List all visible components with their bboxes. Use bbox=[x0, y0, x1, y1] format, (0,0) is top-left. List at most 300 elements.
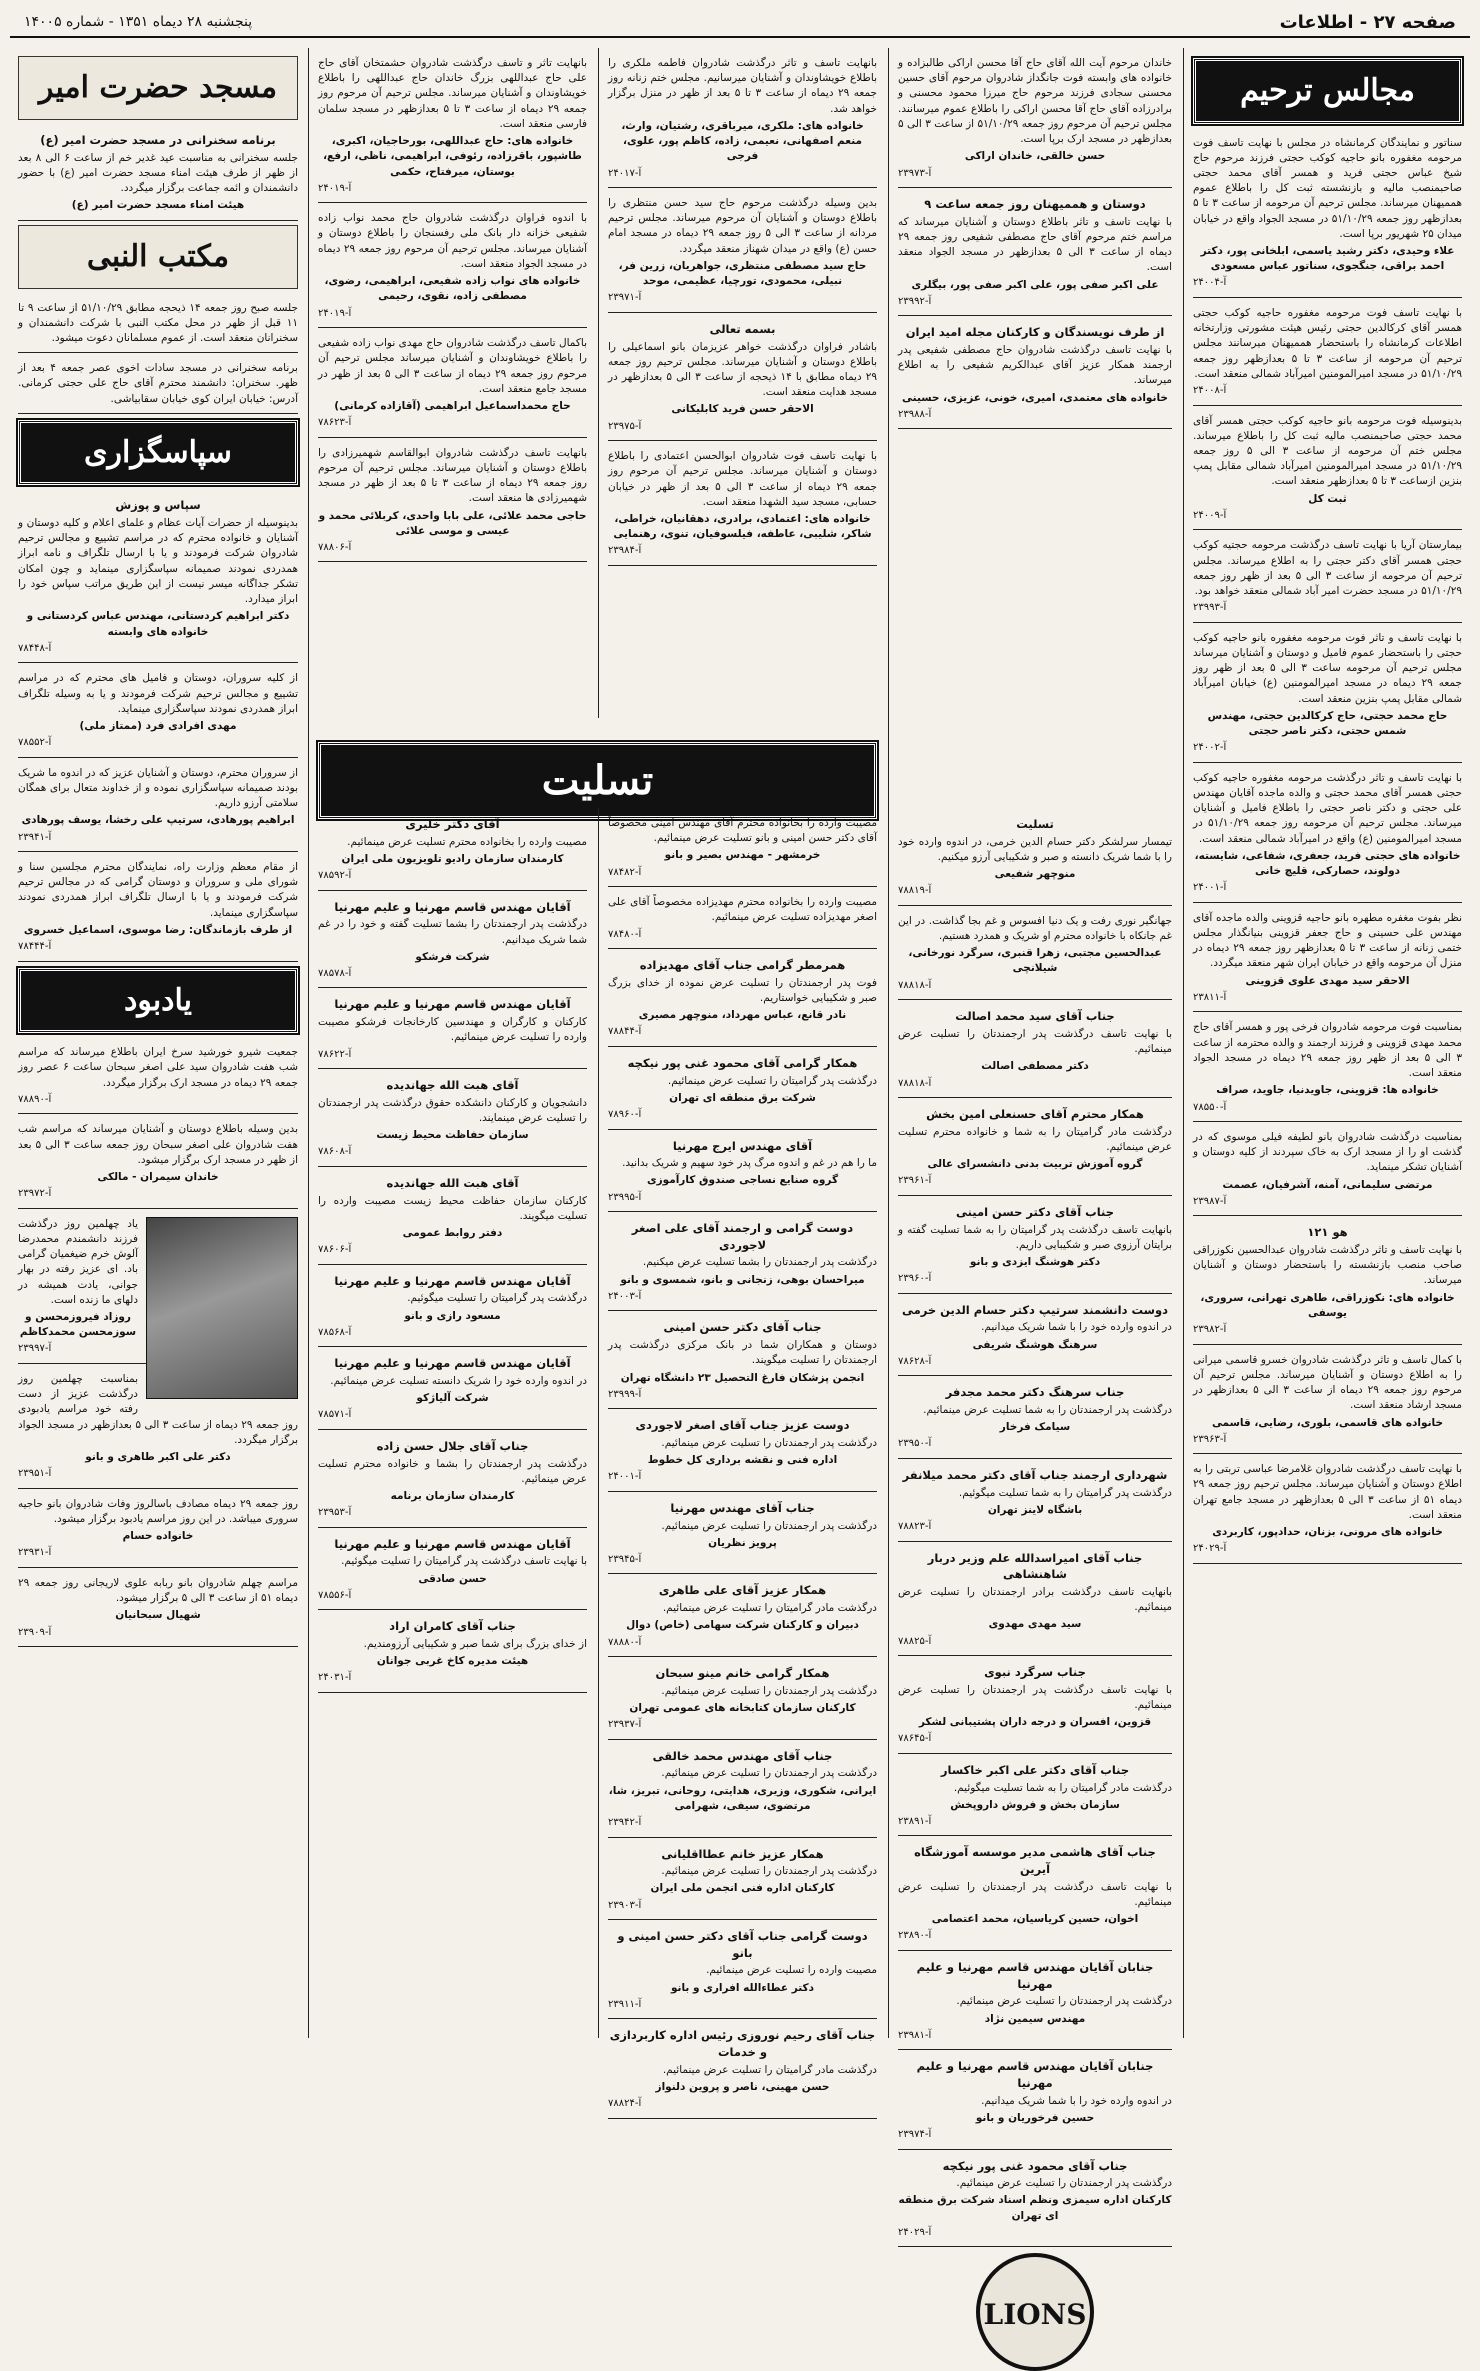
notice-code: آ-۲۳۹۴۵ bbox=[608, 1553, 642, 1565]
notice-body: درگذشت پدر گرامیتان را تسلیت میگوئیم. bbox=[407, 1292, 587, 1305]
notice-body: باکمال تاسف درگذشت شادروان حاج مهدی نواب زاده شفیعی را باطلاع خویشاوندان و آشنایان میرساند مجلس ترحیم آن مرحوم روز جمعه ۲۹ دیماه از ساعت ۳ الی ۵ بعد از ظهر در مسجد جامع منعقد است. bbox=[318, 337, 588, 395]
notice-code: آ-۲۳۹۹۳ bbox=[1193, 602, 1227, 614]
notice-signature: خانواده های: اعتمادی، برادری، دهقانیان، خراطی، شاکر، شلیبی، عاطفه، فیلسوفیان، تنوی، رهنمایی bbox=[613, 512, 872, 541]
notice bbox=[318, 207, 587, 328]
notice-title: دوست گرامی جناب آقای دکتر حسن امینی و بانو bbox=[617, 1929, 868, 1960]
notice-body: مراسم چهلم شادروان بانو ربابه علوی لاریجانی روز جمعه ۲۹ دیماه ۵۱ از ساعت ۳ الی ۵ برگزار میشود. bbox=[18, 1576, 298, 1605]
notice bbox=[898, 1004, 1172, 1098]
notice bbox=[1193, 132, 1462, 298]
notice-title: جناب سرگرد نبوی bbox=[984, 1665, 1086, 1680]
notice-signature: حسین فرخوریان و بانو bbox=[975, 2111, 1095, 2124]
notice bbox=[318, 332, 587, 438]
notice-title: دوستان و هممیهنان روز جمعه ساعت ۹ bbox=[924, 197, 1146, 212]
notice-signature: خانواده های: ملکری، میرباقری، رشتیان، وارث، منعم اصفهانی، نعیمی، زاده، کاظم پور، علوی، فرجی bbox=[621, 119, 864, 163]
notice bbox=[18, 297, 298, 354]
notice-body: بمناسبت درگذشت شادروان بانو لطیفه فیلی موسوی که در گذشت او را از مسجد ارک به خاک سپردند از کلیه دوستان و آشنایان تشکر مینماید. bbox=[1193, 1131, 1462, 1174]
notice bbox=[1193, 627, 1462, 763]
notice bbox=[608, 1413, 877, 1492]
notice-title: جناب آقای مهندس مهرنیا bbox=[670, 1500, 815, 1515]
notice bbox=[318, 1434, 587, 1528]
notice-code: آ-۷۸۴۴۴ bbox=[18, 941, 52, 953]
notice bbox=[1193, 1349, 1462, 1455]
column-4 bbox=[310, 48, 595, 718]
notice-signature: مهدی افرادی فرد (ممتاز ملی) bbox=[79, 719, 237, 732]
notice-title: دوست دانشمند سرتیپ دکتر حسام الدین خرمی bbox=[901, 1302, 1169, 1317]
notice-signature: خاندان سیمران - مالکی bbox=[97, 1170, 219, 1183]
notice-signature: دفتر روابط عمومی bbox=[402, 1226, 503, 1239]
column-rule bbox=[1183, 48, 1184, 2038]
notice bbox=[898, 2054, 1172, 2149]
notice-body: از سروران محترم، دوستان و آشنایان عزیز که در اندوه ما شریک بودند صمیمانه سپاسگزاری نموده و از خداوند متعال برای همگان سلامتی آرزو داریم. bbox=[18, 766, 298, 810]
notice bbox=[18, 856, 298, 962]
column-5 bbox=[10, 48, 306, 2038]
notice bbox=[608, 1496, 877, 1575]
notice-signature: کارمندان سازمان برنامه bbox=[390, 1490, 515, 1503]
notice-code: آ-۲۳۹۹۷ bbox=[18, 1343, 52, 1355]
notice bbox=[608, 1315, 877, 1409]
notice bbox=[1193, 1220, 1462, 1344]
notice-title: دوست عزیز جناب آقای اصغر لاجوردی bbox=[635, 1418, 850, 1433]
banner-tasliyat: تسلیت bbox=[318, 742, 877, 819]
notice bbox=[318, 1171, 587, 1265]
notice-code: آ-۲۴۰۰۹ bbox=[1193, 509, 1227, 521]
notice bbox=[18, 1493, 298, 1568]
notice bbox=[608, 317, 877, 441]
notice-code: آ-۲۳۹۳۷ bbox=[608, 1719, 642, 1731]
notice-signature: سرهنگ هوشنگ شریفی bbox=[972, 1338, 1098, 1351]
dateline: پنجشنبه ۲۸ دیماه ۱۳۵۱ - شماره ۱۴۰۰۵ bbox=[24, 14, 253, 30]
notice-title: همکار عزیز خانم عطااقلیانی bbox=[661, 1846, 824, 1861]
notice bbox=[1193, 534, 1462, 622]
notice-body: جلسه سخنرانی به مناسبت عید غدیر خم از ساعت ۶ الی ۸ بعد از ظهر از طرف هیئت امناء مسجد حضرت امیر (ع) با حضور دانشمندان و ائمه جماعت برگزار میگردد. bbox=[18, 151, 299, 195]
notice-code: آ-۲۳۹۸۸ bbox=[898, 408, 932, 420]
notice-code: آ-۷۸۴۴۸ bbox=[18, 642, 52, 654]
amir-mosque-calligraphy: مسجد حضرت امیر bbox=[18, 56, 298, 120]
notice bbox=[18, 1041, 298, 1114]
notice-body: درگذشت مادر گرامیتان را تسلیت عرض مینمائیم. bbox=[662, 1602, 877, 1615]
notice-code: آ-۲۳۹۸۴ bbox=[608, 545, 642, 557]
notice-signature: خرمشهر - مهندس بصیر و بانو bbox=[664, 849, 821, 862]
notice-signature: مهندس سیمین نژاد bbox=[984, 2012, 1086, 2025]
notice-body: از کلیه سروران، دوستان و فامیل های محترم که در مراسم تشییع و مجالس ترحیم شرکت فرمودند و یا به وسیله تلگراف ابراز همدردی نمودند سپاسگزاری مینماید. bbox=[18, 672, 298, 715]
notice-signature: الاحقر سید مهدی علوی قزوینی bbox=[1245, 974, 1410, 987]
notice-code: آ-۷۸۶۲۳ bbox=[318, 417, 352, 429]
notice-signature: سازمان بخش و فروش داروپخش bbox=[950, 1798, 1120, 1811]
notice bbox=[1193, 302, 1462, 406]
notice-signature: منوچهر شفیعی bbox=[994, 868, 1076, 881]
notice-code: آ-۷۸۵۷۸ bbox=[318, 967, 352, 979]
notice-signature: حاج محمداسماعیل ابراهیمی (آقازاده کرمانی) bbox=[334, 399, 571, 412]
notice-title: سپاس و پوزش bbox=[115, 498, 201, 513]
notice-signature: شرکت برق منطقه ای تهران bbox=[669, 1091, 816, 1104]
notice-body: از خدای بزرگ برای شما صبر و شکیبایی آرزومندیم. bbox=[363, 1638, 587, 1651]
notice-signature: دبیران و کارکنان شرکت سهامی (خاص) دوال bbox=[626, 1619, 859, 1632]
notice-title: جناب سرهنگ دکتر محمد مجدفر bbox=[945, 1385, 1125, 1400]
notice-signature: خانواده های معتمدی، امیری، خونی، عزیزی، حسینی bbox=[902, 391, 1168, 404]
notice-signature: علی اکبر صفی پور، علی اکبر صفی پور، بیگلری bbox=[911, 278, 1159, 291]
notice-body: کارکنان سازمان حفاظت محیط زیست مصیبت وارده را تسلیت میگویند. bbox=[318, 1194, 587, 1222]
notice bbox=[18, 1118, 298, 1208]
notice-title: تسلیت bbox=[1016, 817, 1054, 831]
notice bbox=[898, 1200, 1172, 1294]
notice-title: شهرداری ارجمند جناب آقای دکتر محمد میلانفر bbox=[902, 1467, 1168, 1482]
notice bbox=[18, 762, 298, 852]
notice-signature: شرکت آلیاژکو bbox=[416, 1392, 489, 1405]
notice-body: درگذشت پدر ارجمندتان را تسلیت عرض مینمائیم. bbox=[661, 1865, 877, 1878]
notice-code: آ-۷۸۵۶۸ bbox=[318, 1326, 352, 1338]
notice-body: کارکنان و کارگران و مهندسین کارخانجات فرشکو مصیبت وارده را تسلیت عرض مینمائیم. bbox=[318, 1016, 587, 1044]
notice-code: آ-۷۸۴۸۲ bbox=[608, 866, 642, 878]
notice bbox=[318, 1073, 587, 1167]
notice-code: آ-۲۳۹۸۱ bbox=[898, 2029, 932, 2041]
notice bbox=[608, 192, 877, 313]
notice-signature: گروه صنایع نساجی صندوق کارآموزی bbox=[646, 1174, 839, 1187]
notice bbox=[608, 1578, 877, 1657]
notice bbox=[608, 445, 877, 566]
notice bbox=[318, 1351, 587, 1430]
notice-body: جلسه صبح روز جمعه ۱۴ ذیحجه مطابق ۵۱/۱۰/۲۹ از ساعت ۹ تا ۱۱ قبل از ظهر در محل مکتب النبی با شرکت دانشمندان و سخنرانان منعقد است. از عموم مسلمانان دعوت میشود. bbox=[18, 301, 298, 344]
notice-code: آ-۲۴۰۱۷ bbox=[608, 167, 642, 179]
notice-body: برنامه سخنرانی در مسجد سادات اخوی عصر جمعه ۴ بعد از ظهر. سخنران: دانشمند محترم آقای حاج علی حجتی کرمانی. آدرس: خیابان ایران کوی خیابان سقابیاشی. bbox=[18, 362, 298, 405]
notice-body: جهانگیر نوری رفت و یک دنیا افسوس و غم بجا گذاشت. در این غم جانکاه با خانواده محترم او شریک و همدرد هستیم. bbox=[898, 914, 1172, 943]
notice-signature: خانواده های قاسمی، بلوری، رضایی، قاسمی bbox=[1211, 1416, 1444, 1429]
notice-signature: دکتر مصطفی اصالت bbox=[981, 1060, 1089, 1073]
notice-code: آ-۲۴۰۰۲ bbox=[1193, 742, 1227, 754]
notice-code: آ-۲۳۸۱۱ bbox=[1193, 991, 1227, 1003]
notice-signature: دکتر علی اکبر طاهری و بانو bbox=[85, 1451, 231, 1463]
notice bbox=[18, 128, 298, 221]
notice-code: آ-۲۴۰۳۱ bbox=[318, 1672, 352, 1684]
notice-body: بمناسبت فوت مرحومه شادروان فرخی پور و همسر آقای حاج محمد مهدی قزوینی و فرزند ارجمند و والده محترمه از ساعت ۳ الی ۵ بعد از ظهر روز جمعه ۲۹ دیماه در مسجد الجواد منعقد است. bbox=[1193, 1021, 1462, 1080]
notice-body: بانهایت تاثر و تاسف درگذشت شادروان حشمتخان آقای حاج علی حاج عبداللهی بزرگ خاندان حاج عبداللهی را باطلاع خویشاوندان و آشنایان میرساند. مجلس ترحیم آن مرحوم روز جمعه ۲۹ دیماه از ساعت ۳ تا ۵ بعدازظهر در مسجد سلمان فارسی منعقد است. bbox=[318, 57, 588, 130]
notice-code: آ-۲۳۹۵۱ bbox=[18, 1468, 52, 1480]
notice-code: آ-۲۳۸۹۱ bbox=[898, 1815, 932, 1827]
notice-code: آ-۲۳۹۳۱ bbox=[18, 1547, 52, 1559]
notice-signature: باشگاه لاینز تهران bbox=[987, 1503, 1083, 1516]
notice-code: آ-۲۳۹۸۷ bbox=[1193, 1195, 1227, 1207]
notice-code: آ-۲۴۰۰۳ bbox=[608, 1290, 642, 1302]
maktab-calligraphy: مکتب النبی bbox=[18, 225, 298, 289]
notice-signature: از طرف بازماندگان: رضا موسوی، اسماعیل خسروی bbox=[23, 923, 293, 936]
notice-signature: دکتر عطاءالله افراری و بانو bbox=[670, 1981, 815, 1994]
notice-body: بدین وسیله باطلاع دوستان و آشنایان میرساند که مراسم شب هفت شادروان علی اصغر سبحان روز جمعه ساعت ۳ الی ۵ بعد از ظهر در مسجد ارک برگزار میشود. bbox=[18, 1123, 298, 1166]
notice-code: آ-۲۴۰۰۸ bbox=[1193, 385, 1227, 397]
notice-code: آ-۷۸۵۵۶ bbox=[318, 1589, 352, 1601]
notice bbox=[318, 1269, 587, 1348]
notice-signature: حسن صادقی bbox=[418, 1572, 487, 1585]
notice-title: جنابان آقایان مهندس قاسم مهرنیا و علیم مهرنیا bbox=[916, 2059, 1154, 2090]
notice-body: با اندوه فراوان درگذشت شادروان حاج محمد نواب زاده شفیعی خزانه دار بانک ملی رفسنجان را باطلاع دوستان و آشنایان میرساند. مجلس ترحیم آن مرحوم روز جمعه ۲۹ دیماه در مسجد الجواد منعقد است. bbox=[318, 212, 587, 270]
notice-title: همکار محترم آقای حسنعلی امین بخش bbox=[926, 1107, 1144, 1122]
notice-code: آ-۷۸۸۸۰ bbox=[608, 1636, 642, 1648]
notice bbox=[1193, 907, 1462, 1013]
notice bbox=[1193, 767, 1462, 903]
notice-code: آ-۲۳۹۷۲ bbox=[18, 1188, 52, 1200]
column-1 bbox=[1185, 48, 1470, 2038]
notice bbox=[318, 992, 587, 1069]
notice-body: جمعیت شیرو خورشید سرخ ایران باطلاع میرساند که مراسم شب هفت شادروان سید علی اصغر سبحان ساعت ۶ عصر روز جمعه ۲۹ دیماه در مسجد ارک برگزار میگردد. bbox=[18, 1046, 298, 1089]
notice-title: جناب آقای مهندس محمد خالقی bbox=[652, 1748, 833, 1763]
notice-body: درگذشت پدر ارجمندتان را تسلیت عرض مینمائیم. bbox=[661, 1684, 877, 1697]
banner-majales: مجالس ترحیم bbox=[1193, 58, 1462, 124]
notice-signature: هیئت امناء مسجد حضرت امیر (ع) bbox=[71, 199, 245, 212]
column-3 bbox=[600, 48, 885, 718]
notice-code: آ-۷۸۶۲۸ bbox=[898, 1355, 932, 1367]
notice-title: جناب آقای جلال حسن زاده bbox=[376, 1438, 529, 1453]
notice-code: آ-۲۳۹۵۰ bbox=[898, 1438, 932, 1450]
notice bbox=[608, 1051, 877, 1130]
column-rule bbox=[598, 808, 599, 2038]
notice-code: آ-۷۸۶۴۵ bbox=[898, 1733, 932, 1745]
notice-title: جناب آقای رحیم نوروزی رئیس اداره کاربردازی و خدمات bbox=[609, 2028, 876, 2060]
notice-title: آقای مهندس ایرج مهرنیا bbox=[672, 1138, 813, 1153]
notice bbox=[18, 667, 298, 757]
notice-title: از طرف نویسندگان و کارکنان مجله امید ایران bbox=[905, 325, 1165, 340]
notice-code: آ-۷۸۸۹۰ bbox=[18, 1093, 52, 1105]
notice-title: دوست گرامی و ارجمند آقای علی اصغر لاجوردی bbox=[631, 1221, 854, 1252]
notice bbox=[1193, 410, 1462, 531]
notice-code: آ-۷۸۵۵۰ bbox=[1193, 1101, 1227, 1113]
notice bbox=[318, 52, 587, 203]
notice-body: مصیبت وارده را تسلیت عرض مینمائیم. bbox=[706, 1964, 877, 1977]
notice-body: مصیبت وارده را بخانواده محترم آقای مهندس امینی مخصوصاً آقای دکتر حسن امینی و بانو تسلیت عرض مینمائیم. bbox=[608, 817, 877, 845]
notice-body: با نهایت تاسف درگذشت شادروان حاج مصطفی شفیعی پدر ارجمند همکار عزیز آقای عبدالکریم شفیعی را به اطلاع میرساند. bbox=[898, 343, 1172, 387]
notice-signature: خانواده های: حاج عبداللهی، بورحاجیان، اکبری، طاشپور، باقرزاده، رئوفی، ابراهیمی، ناظی، ارفع، بوستان، میرفتاح، حکمی bbox=[323, 135, 582, 178]
notice-body: نظر بفوت مغفره مطهره بانو حاجیه قزوینی والده ماجده آقای مهندس علی حسینی و حاج جعفر قزوینی بنیانگذار مجلس ختمی زنانه از ساعت ۳ تا ۵ بعدازظهر روز جمعه ۲۹ دیماه در منزل آن مرحومه واقع در خیابان ایران شهر منعقد میگردد. bbox=[1193, 911, 1463, 970]
notice-body: درگذشت پدر گرامیتان را تسلیت عرض مینمائیم. bbox=[667, 1074, 877, 1087]
notice-code: آ-۲۳۹۷۵ bbox=[608, 420, 642, 432]
banner-sepasgozari: سپاسگزاری bbox=[18, 420, 298, 486]
notice-signature: سازمان حفاظت محیط زیست bbox=[376, 1129, 529, 1142]
notice-code: آ-۷۸۵۹۲ bbox=[318, 870, 352, 882]
notice bbox=[608, 52, 877, 188]
notice-title: هو ۱۲۱ bbox=[1307, 1225, 1348, 1240]
notice-body: درگذشت پدر ارجمندتان را تسلیت عرض مینمائیم. bbox=[661, 1519, 877, 1532]
notice-signature: خانواده های مرونی، بزنان، حدادپور، کاربردی bbox=[1212, 1526, 1443, 1539]
notice-code: آ-۲۳۹۶۳ bbox=[1193, 1433, 1227, 1445]
notice-signature: پرویز نظریان bbox=[708, 1536, 777, 1549]
notice bbox=[18, 493, 298, 663]
notice-title: جناب آقای دکتر حسن امینی bbox=[663, 1320, 822, 1335]
notice-code: آ-۲۳۹۹۹ bbox=[608, 1388, 642, 1400]
notice-signature: اداره فنی و نقشه برداری کل خطوط bbox=[647, 1454, 838, 1467]
notice-code: آ-۲۳۹۴۲ bbox=[608, 1817, 642, 1829]
notice-code: آ-۲۴۰۲۹ bbox=[1193, 1543, 1227, 1555]
notice-signature: کارکنان اداره سیمزی ونظم اسناد شرکت برق منطقه ای تهران bbox=[898, 2194, 1172, 2222]
notice bbox=[898, 2154, 1172, 2248]
notice-body: با نهایت تاسف و تاثر درگذشت شادروان عبدالحسین نکوزراقی صاحب منصب بازنشسته را باستحضار دوستان و آشنایان میرساند. bbox=[1193, 1244, 1462, 1287]
notice-signature: کارکنان سازمان کتابخانه های عمومی تهران bbox=[629, 1701, 856, 1714]
notice-code: آ-۲۳۹۵۳ bbox=[318, 1507, 352, 1519]
notice-signature: دکتر ابراهیم کردستانی، مهندس عباس کردستانی و خانواده های وابسته bbox=[26, 610, 290, 638]
notice bbox=[1193, 1458, 1462, 1564]
notice-body: بیمارستان آریا با نهایت تاسف درگذشت مرحومه حجتیه کوکب حجتی همسر آقای دکتر حجتی را به اطلاع میرساند. مجلس ترحیم آن مرحومه از ساعت ۳ الی ۵ بعد از ظهر روز جمعه ۵۱/۱۰/۲۹ در مسجد حضرت امیر آباد شمالی منعقد خواهد بود. bbox=[1193, 539, 1462, 598]
notice bbox=[318, 895, 587, 989]
notice-signature: حسن خالقی، خاندان اراکی bbox=[964, 150, 1106, 163]
notice bbox=[898, 1463, 1172, 1542]
notice-body: درگذشت پدر ارجمندتان را تسلیت عرض مینمائیم. bbox=[661, 1436, 877, 1449]
notice-code: آ-۲۳۹۷۱ bbox=[608, 292, 642, 304]
notice-title: همرمطر گرامی جناب آقای مهدیزاده bbox=[639, 958, 846, 973]
notice-code: آ-۷۸۵۵۲ bbox=[18, 737, 52, 749]
notice-body: ما را هم در غم و اندوه مرگ پدر خود سهیم و شریک بدانید. bbox=[622, 1157, 877, 1170]
notice-signature: خانواده های حجتی فرید، جعفری، شفاعی، شایسته، دولوند، حصارکی، قلیچ خانی bbox=[1194, 849, 1461, 878]
notice-code: آ-۷۸۶۰۶ bbox=[318, 1244, 352, 1256]
notice bbox=[898, 812, 1172, 906]
notice-code: آ-۷۸۶۲۲ bbox=[318, 1048, 352, 1060]
notice bbox=[898, 910, 1172, 1000]
notice-signature: کارمندان سازمان رادیو تلویزیون ملی ایران bbox=[341, 852, 564, 865]
notice bbox=[608, 1216, 877, 1311]
notice-code: آ-۷۸۸۲۵ bbox=[898, 1635, 932, 1647]
notice-body: بدینوسیله فوت مرحومه بانو حاجیه کوکب حجتی همسر آقای محمد حجتی صاحبمنصب مالیه ثبت کل را باطلاع میرساند. مجلس ختم آن مرحومه از ساعت ۳ الی ۵ روز جمعه ۵۱/۱۰/۲۹ در مسجد امیرالمومنین امیرآباد شمالی مقابل پمپ بنزین ازساعت ۳ تا ۵ بعدازظهر منعقد است. bbox=[1193, 414, 1462, 488]
notice-title: جناب آقای دکتر حسن امینی bbox=[955, 1204, 1115, 1219]
notice-body: بانهایت تاسف درگذشت پدر گرامیتان را به شما تسلیت گفته و برایتان آرزوی صبر و شکیبایی داریم. bbox=[898, 1223, 1172, 1251]
notice-code: آ-۲۳۹۸۲ bbox=[1193, 1324, 1227, 1336]
notice-signature: علاء وحیدی، دکتر رشید یاسمی، ابلخانی پور، دکتر احمد براقی، جنگجوی، سناتور عباس مسعودی bbox=[1200, 245, 1455, 273]
notice bbox=[608, 1924, 877, 2019]
notice-code: آ-۲۳۹۴۱ bbox=[18, 831, 52, 843]
notice-signature: خانواده حسام bbox=[122, 1530, 194, 1543]
notice-signature: خانواده های: نکوزراقی، طاهری تهرانی، سروری، یوسفی bbox=[1200, 1291, 1455, 1319]
notice-body: بانهایت تاسف درگذشت برادر ارجمندتان را تسلیت عرض مینمائیم. bbox=[898, 1585, 1172, 1614]
notice bbox=[318, 442, 587, 563]
notice-code: آ-۷۸۵۷۱ bbox=[318, 1409, 352, 1421]
notice-title: بسمه تعالی bbox=[709, 321, 776, 336]
column-3-lower bbox=[600, 808, 885, 2110]
notice bbox=[18, 357, 298, 414]
notice-body: تیمسار سرلشکر دکتر حسام الدین خرمی، در اندوه وارده خود را با شما شریک دانسته و صبر و شکیبایی آرزو میکنیم. bbox=[898, 835, 1172, 863]
notice-code: آ-۲۴۰۰۱ bbox=[608, 1471, 642, 1483]
notice-code: آ-۷۸۸۲۴ bbox=[608, 2098, 642, 2110]
notice-body: با نهایت تاسف فوت مرحومه مغفوره حاجیه کوکب حجتی همسر آقای کرکالدین حجتی رئیس هیئت مشورتی وزارتخانه اطلاعات کرمانشاه را باستحضار هممیهنان میرسانند مجلس ترحیم آن مرحومه از ساعت ۳ تا ۵ بعدازظهر روز جمعه ۵۱/۱۰/۲۹ در مسجد امیرالمومنین امیرآباد شمالی منعقد است. bbox=[1193, 306, 1463, 380]
notice-signature: ایرانی، شکوری، وزیری، هدایتی، روحانی، تبریز، شا، مرتضوی، سیفی، شهرامی bbox=[608, 1784, 877, 1812]
notice-signature: میراحسان بوهی، زنجانی و بانو، شمسوی و بانو bbox=[620, 1273, 865, 1286]
notice-body: بانهایت تاسف و تاثر درگذشت شادروان فاطمه ملکری را باطلاع خویشاوندان و آشنایان میرسانیم. مجلس ختم زنانه روز جمعه ۲۹ دیماه از ساعت ۳ تا ۵ بعد از ظهر در منزل برگزار خواهد شد. bbox=[608, 57, 878, 115]
notice-code: آ-۲۳۹۹۵ bbox=[608, 1191, 642, 1203]
newspaper-page bbox=[10, 8, 1470, 2332]
notice-signature: قزوین، افسران و درجه داران پشتیبانی لشکر bbox=[918, 1716, 1152, 1729]
notice-body: درگذشت مادر گرامیتان را به شما تسلیت میگوئیم. bbox=[953, 1781, 1172, 1794]
notice-body: درگذشت پدر ارجمندتان را تسلیت عرض مینمائیم. bbox=[661, 1767, 877, 1780]
notice bbox=[898, 1660, 1172, 1754]
notice-body: سناتور و نمایندگان کرمانشاه در مجلس با نهایت تاسف فوت مرحومه مغفوره بانو حاجیه کوکب حجتی فرزند مرحوم حاج شیخ عباس حجتی فرید و همسر آقای محمد حجتی صاحبمنصب مالیه و بازنشسته ثبت کل را باطلاع عموم هممیهنان میرساند. مجلس ترحیم آن مرحومه از ساعت ۳ تا ۵ بعدازظهر روز جمعه ۵۱/۱۰/۲۹ در مسجد الجواد واقع در خیابان میدان ۲۵ شهریور برپا است. bbox=[1193, 136, 1463, 240]
notice bbox=[1193, 1016, 1462, 1122]
notice-body: درگذشت پدر ارجمندتان را تسلیت عرض مینمائیم. bbox=[956, 1995, 1172, 2008]
notice-signature: ثبت کل bbox=[1308, 492, 1347, 505]
notice bbox=[608, 1842, 877, 1921]
notice bbox=[898, 1102, 1172, 1196]
notice-code: آ-۷۸۸۱۸ bbox=[898, 1077, 932, 1089]
portrait-photo bbox=[146, 1217, 298, 1399]
column-rule bbox=[598, 48, 599, 718]
banner-yadbud: یادبود bbox=[18, 968, 298, 1034]
notice-code: آ-۷۸۸۰۶ bbox=[318, 541, 352, 553]
notice bbox=[1193, 1126, 1462, 1216]
notice-signature: دکتر هوشنگ ایزدی و بانو bbox=[969, 1255, 1101, 1268]
notice-signature: سیامک فرخار bbox=[999, 1421, 1071, 1434]
notice bbox=[318, 1614, 587, 1693]
notice-code: آ-۷۸۸۲۳ bbox=[898, 1521, 932, 1533]
notice-title: جناب آقای محمود غنی پور نیکچه bbox=[942, 2158, 1128, 2173]
notice bbox=[608, 953, 877, 1047]
notice-code: آ-۲۳۸۹۰ bbox=[898, 1930, 932, 1942]
notice-code: آ-۷۸۹۶۰ bbox=[608, 1109, 642, 1121]
notice-code: آ-۷۸۸۱۸ bbox=[898, 979, 932, 991]
notice-title: همکار گرامی آقای محمود غنی پور نیکچه bbox=[627, 1055, 858, 1070]
notice bbox=[898, 1955, 1172, 2050]
notice-body: با کمال تاسف و تاثر درگذشت شادروان خسرو قاسمی میرانی را به اطلاع دوستان و آشنایان میرساند. مجلس ترحیم آن مرحوم روز جمعه ۲۹ دیماه از ساعت ۳ الی ۵ بعدازظهر در مسجد ارشاد منعقد است. bbox=[1193, 1353, 1462, 1412]
tasliyat-banner-block bbox=[310, 736, 885, 804]
notice-code: آ-۲۳۹۰۳ bbox=[608, 1899, 642, 1911]
notice-signature: ابراهیم پورهادی، سرتیپ علی رخشا، یوسف پورهادی bbox=[21, 814, 295, 827]
notice-code: آ-۷۸۸۱۹ bbox=[898, 885, 932, 897]
notice-body: بدین وسیله درگذشت مرحوم حاج سید حسن منتظری را باطلاع دوستان و آشنایان آن مرحوم میرساند. مجلس ترحیم مردانه از ساعت ۳ الی ۵ روز جمعه ۲۹ دیماه در مسجد امام حسن (ع) واقع در میدان شهناز منعقد میگردد. bbox=[608, 197, 877, 255]
notice-body: با نهایت تاسف درگذشت پدر ارجمندتان را تسلیت عرض مینمائیم. bbox=[898, 1027, 1172, 1056]
notice bbox=[898, 192, 1172, 316]
notice-body: درگذشت پدر ارجمندتان را تسلیت عرض مینمائیم. bbox=[956, 2177, 1172, 2190]
notice-title: آقایان مهندس قاسم مهرنیا و علیم مهرنیا bbox=[334, 1273, 571, 1288]
notice bbox=[608, 1744, 877, 1838]
notice-signature: حاجی محمد علائی، علی بابا واحدی، کربلائی محمد و عیسی و موسی علائی bbox=[318, 509, 587, 537]
notice-body: درگذشت پدر ارجمندتان را بشما تسلیت عرض میکنیم. bbox=[642, 1256, 877, 1269]
notice-code: آ-۲۴۰۲۹ bbox=[898, 2226, 932, 2238]
notice-body: با نهایت تاسف و تاثر باطلاع دوستان و آشنایان میرساند که مراسم ختم مرحوم آقای حاج مصطفی شفیعی روز جمعه ۲۹ دیماه از ساعت ۳ الی ۵ بعدازظهر در مسجد الجواد منعقد است. bbox=[898, 215, 1172, 274]
notice-title: آقایان مهندس قاسم مهرنیا و علیم مهرنیا bbox=[334, 1356, 571, 1371]
notice bbox=[898, 1840, 1172, 1951]
notice-code: آ-۲۳۹۷۳ bbox=[898, 167, 932, 179]
notice-code: آ-۲۴۰۱۹ bbox=[318, 182, 352, 194]
notice-code: آ-۲۳۹۷۴ bbox=[898, 2129, 932, 2141]
notice bbox=[608, 891, 877, 949]
column-4-lower bbox=[310, 808, 595, 2038]
notice-title: آقای هبت الله جهاندیده bbox=[386, 1175, 519, 1190]
notice-title: آقای دکتر خلیری bbox=[405, 817, 500, 831]
notice bbox=[18, 1572, 298, 1647]
notice-signature: خانواده ها: قزوینی، جاویدنیا، جاوید، صراف bbox=[1216, 1084, 1439, 1097]
notice-title: جناب آقای هاشمی مدیر موسسه آموزشگاه آیرین bbox=[914, 1845, 1156, 1877]
notice-signature: سید مهدی مهدوی bbox=[988, 1618, 1082, 1631]
notice-title: آقایان مهندس قاسم مهرنیا و علیم مهرنیا bbox=[334, 997, 571, 1012]
notice-body: با نهایت تاسف و تاثر فوت مرحومه مغفوره بانو حاجیه کوکب حجتی را باستحضار عموم فامیل و دوستان و آشنایان میرساند مجلس ترحیم آن مرحومه ساعت ۳ الی ۵ بعد از ظهر روز جمعه ۲۹ دیماه در مسجد امیرالمومنین (ع) خیابان امیرآباد شمالی مقابل پمپ بنزین منعقد است. bbox=[1193, 631, 1463, 705]
notice bbox=[318, 1532, 587, 1611]
notice-body: درگذشت پدر ارجمندتان را به شما تسلیت عرض مینمائیم. bbox=[923, 1403, 1172, 1416]
notice-title: جناب آقای دکتر علی اکبر خاکسار bbox=[940, 1762, 1130, 1777]
notice-body: روز جمعه ۲۹ دیماه مصادف باسالروز وفات شادروان بانو حاجیه سروری میباشد. در این روز مراسم یادبود برگزار میشود. bbox=[18, 1497, 298, 1525]
notice bbox=[898, 1546, 1172, 1657]
notice-body: یاد چهلمین روز درگذشت فرزند دانشمندم محمدرضا آلوش خرم ضیغمیان گرامی باد. ای عزیز رفته در بهار جوانی، یادت همیشه در دلهای ما زنده است. bbox=[18, 1217, 138, 1306]
notice-signature: الاحقر حسن فرید کابلیکانی bbox=[671, 403, 814, 416]
notice-body: درگذشت پدر ارجمندتان را بشما و خانواده محترم تسلیت عرض مینمائیم. bbox=[318, 1457, 587, 1485]
notice-code: آ-۲۴۰۰۴ bbox=[1193, 277, 1227, 289]
page-title: صفحه ۲۷ - اطلاعات bbox=[1279, 11, 1456, 33]
notice-signature: عبدالحسین مجتبی، زهرا قنبری، سرگرد نورخانی، شیلانچی bbox=[908, 947, 1162, 975]
notice-body: مصیبت وارده را بخانواده محترم مهدیزاده مخصوصاً آقای علی اصغر مهدیزاده تسلیت عرض مینمائیم. bbox=[608, 896, 877, 924]
notice-signature: حاج محمد حجتی، حاج کرکالدین حجتی، مهندس شمس حجتی، دکتر ناصر حجتی bbox=[1207, 709, 1448, 738]
notice-body: با نهایت تاسف درگذشت پدر گرامیتان را تسلیت میگوئیم. bbox=[341, 1555, 587, 1568]
notice-body: مصیبت وارده را بخانواده محترم تسلیت عرض مینمائیم. bbox=[347, 835, 587, 848]
notice-title: همکار عزیز آقای علی طاهری bbox=[658, 1583, 827, 1598]
notice-body: با نهایت تاسف درگذشت شادروان غلامرضا عباسی تربتی را به اطلاع دوستان و آشنایان میرساند. مجلس ترحیم روز جمعه ۲۹ دیماه ۵۱ از ساعت ۳ الی ۵ بعدازظهر در مسجد جامع تهران منعقد است. bbox=[1193, 1463, 1463, 1521]
notice-title: برنامه سخنرانی در مسجد حضرت امیر (ع) bbox=[40, 133, 276, 147]
notice-signature: حسن مهینی، ناصر و پروین دلنواز bbox=[655, 2080, 830, 2093]
notice bbox=[608, 2023, 877, 2118]
notice bbox=[898, 1298, 1172, 1377]
notice bbox=[898, 52, 1172, 188]
notice-signature: شرکت فرشکو bbox=[415, 950, 490, 963]
notice-body: درگذشت مادر گرامیتان را به شما و خانواده محترم تسلیت عرض مینمائیم. bbox=[898, 1125, 1172, 1153]
notice-signature: شهیال سبحانیان bbox=[115, 1609, 201, 1622]
